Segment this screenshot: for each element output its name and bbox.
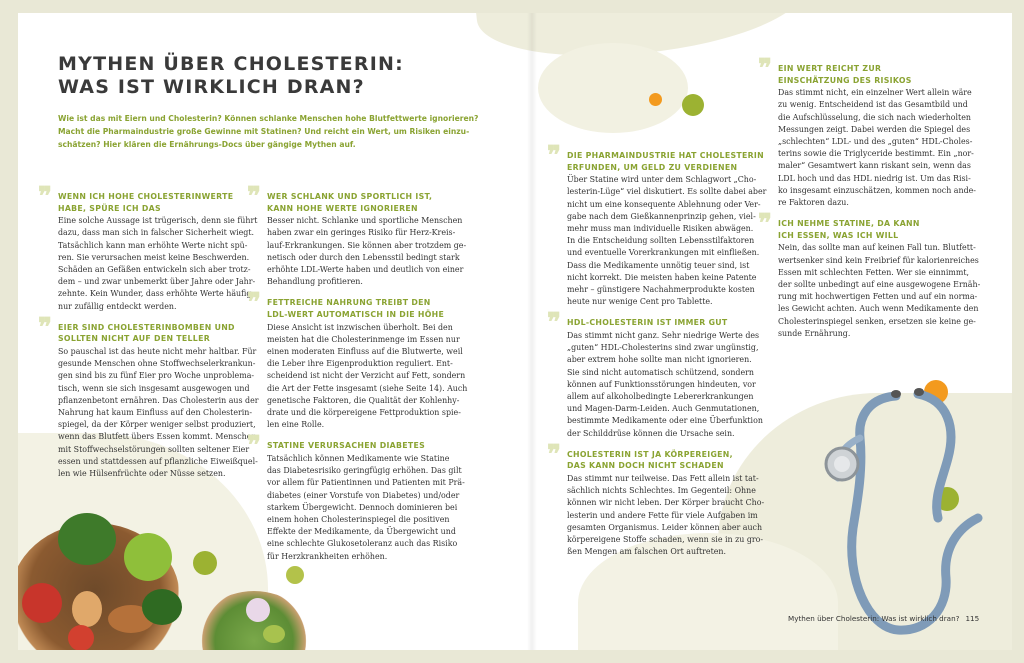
myth-body <box>567 473 767 558</box>
body-line: Nahrung hat kaum Einfluss auf den Cholesterin- <box>58 408 253 418</box>
body-line: die Leber ihre Eigenproduktion reguliert. Ent- <box>267 359 453 369</box>
myth-body <box>267 453 467 563</box>
quote-mark-icon: ❞ <box>38 312 52 343</box>
stethoscope-image <box>798 378 1012 648</box>
body-line: Eine solche Aussage ist trügerisch, denn sie führt <box>58 216 258 226</box>
body-line: Cholesterinspiegel senken, ersetzen sie keine ge- <box>778 316 976 326</box>
heading-line: ICH NEHME STATINE, DA KANN <box>778 219 920 229</box>
page-number: 115 <box>965 614 980 623</box>
heading-line: EIN WERT REICHT ZUR <box>778 64 882 73</box>
heading-line: FETTREICHE NAHRUNG TREIBT DEN <box>267 298 431 308</box>
body-line: sunde Ernährung. <box>778 328 851 338</box>
quote-mark-icon: ❞ <box>547 308 561 339</box>
myth-heading <box>58 191 258 214</box>
myth-section <box>38 312 259 480</box>
heading-line: DAS KANN DOCH NICHT SCHADEN <box>567 461 724 471</box>
myth-section <box>758 209 981 340</box>
broccoli-image <box>58 513 116 565</box>
body-line: zu wenig. Entscheidend ist das Gesamtbild und <box>778 100 968 110</box>
body-line: terins sowie die Triglyceride bestimmt. Ein „nor- <box>778 149 974 159</box>
body-line: gabe nach dem Gießkannenprinzip gehen, viel- <box>567 211 756 221</box>
body-line: die Art der Fette insgesamt (siehe Seite 14). Auch <box>267 383 468 393</box>
body-line: rung mit hochwertigen Fetten und auf ein norma- <box>778 292 978 302</box>
heading-line: HDL-CHOLESTERIN IST IMMER GUT <box>567 318 728 328</box>
decor-dot-orange <box>649 93 662 106</box>
body-line: Das stimmt nicht ganz. Sehr niedrige Werte des <box>567 331 760 341</box>
body-line: können auf Funktionsstörungen hindeuten, vor <box>567 379 756 389</box>
body-line: heute nur wenige Cent pro Tablette. <box>567 297 713 307</box>
body-line: die Aufschlüsselung, die sich nach wiederholten <box>778 112 971 122</box>
egg-image <box>72 591 102 627</box>
myth-heading <box>778 218 978 241</box>
body-line: Besser nicht. Schlanke und sportliche Menschen <box>267 216 463 226</box>
body-line: Sie sind nicht automatisch schützend, sondern <box>567 367 754 377</box>
myth-section <box>547 141 767 308</box>
myth-heading <box>567 150 767 173</box>
body-line: Dass die Medikamente unnötig teuer sind, ist <box>567 260 750 270</box>
myth-section <box>38 182 258 313</box>
column-2 <box>247 182 468 572</box>
body-line: Tatsächlich kann man erhöhte Werte nicht spü- <box>58 240 248 250</box>
myth-body <box>267 322 467 432</box>
myth-section <box>758 54 978 209</box>
apple-image <box>124 533 172 581</box>
quote-mark-icon: ❞ <box>247 182 261 212</box>
body-line: „guten“ HDL-Cholesterins sind zwar ungünstig, <box>567 343 759 353</box>
myth-heading <box>58 322 258 345</box>
quote-mark-icon: ❞ <box>547 141 561 171</box>
body-line: nur zufällig entdeckt werden. <box>58 301 177 311</box>
body-line: mit Stoffwechselstörungen sollten seltener Eier <box>58 444 250 454</box>
body-line: Effekte der Medikamente, da Übergewicht und <box>267 527 456 537</box>
body-line: diabetes (einer Vorstufe von Diabetes) und/oder <box>267 490 460 500</box>
myth-section <box>547 439 767 559</box>
body-line: können wir nicht leben. Der Körper braucht Cho- <box>567 498 765 508</box>
body-line: re Faktoren dazu. <box>778 198 849 208</box>
myth-body <box>267 215 467 288</box>
body-line: gesamten Organismus. Leider können aber auch <box>567 522 763 532</box>
body-line: lauf-Erkrankungen. Sie können aber trotzdem ge- <box>267 240 467 250</box>
body-line: einen moderaten Einfluss auf die Blutwerte, weil <box>267 347 463 356</box>
body-line: bestimmte Medikamente oder eine Überfunktion <box>567 416 763 426</box>
body-line: ßen Mengen am falschen Ort auftreten. <box>567 547 726 557</box>
myth-body <box>778 87 978 209</box>
body-line: aber extrem hohe sollte man nicht ignorieren. <box>567 355 752 365</box>
footer-running-title: Mythen über Cholesterin: Was ist wirklich dran? <box>788 614 960 623</box>
body-line: genetische Faktoren, die Qualität der Kohlenhy- <box>267 395 460 405</box>
body-line: das Diabetesrisiko geringfügig erhöhen. Das gilt <box>267 466 462 476</box>
page-spine <box>527 13 537 650</box>
column-1 <box>38 182 259 489</box>
body-line: ren. Sie verursachen meist keine Beschwerden. <box>58 252 250 262</box>
body-line: scheidend ist nicht der Verzicht auf Fett, sondern <box>267 371 466 381</box>
body-line: körpereigene Stoffe schaden, wenn sie in zu gro- <box>567 535 764 545</box>
body-line: haben zwar ein geringes Risiko für Herz-Kreis- <box>267 228 456 238</box>
body-line: netisch oder durch den Lebensstil bedingt stark <box>267 252 460 262</box>
column-3 <box>547 141 767 567</box>
heading-line: ICH ESSEN, WAS ICH WILL <box>778 230 899 240</box>
body-line: wertsenker sind kein Freibrief für kalorienreiches <box>778 255 979 265</box>
myth-heading <box>267 297 467 320</box>
body-line: „schlechten“ LDL- und des „guten“ HDL-Choles- <box>778 137 973 146</box>
heading-line: EINSCHÄTZUNG DES RISIKOS <box>778 75 912 85</box>
body-line: spiegel, da der Körper weniger selbst produziert, <box>58 420 256 430</box>
decor-dot-olive <box>682 94 704 116</box>
body-line: gesunde Menschen ohne Stoffwechselerkrankun- <box>58 359 256 369</box>
body-line: allem auf alkoholbedingte Lebererkrankungen <box>567 392 754 402</box>
body-line: Messungen zeigt. Dabei werden die Spiegel des <box>778 124 971 134</box>
column-4 <box>758 54 981 349</box>
myth-heading <box>567 317 767 329</box>
body-line: starkem Übergewicht. Dennoch dominieren bei <box>267 502 458 512</box>
body-line: zehnte. Kein Wunder, dass erhöhte Werte häufig <box>58 289 252 299</box>
body-line: vor allem für Patientinnen und Patienten mit Prä- <box>267 478 465 488</box>
heading-line: CHOLESTERIN IST JA KÖRPEREIGEN, <box>567 449 733 459</box>
body-line: les Gewicht achten. Auch wenn Medikamente den <box>778 304 979 314</box>
body-line: lesterin-Lüge“ viel diskutiert. Es sollte dabei aber <box>567 187 767 197</box>
body-line: nicht um eine konsequente Ablehnung oder Ver- <box>567 199 761 209</box>
heading-line: ERFUNDEN, UM GELD ZU VERDIENEN <box>567 162 738 172</box>
quote-mark-icon: ❞ <box>247 431 261 462</box>
body-line: mehr – günstigere Nachahmerprodukte kosten <box>567 285 755 295</box>
myth-section <box>247 182 467 288</box>
myth-body <box>567 174 767 308</box>
heading-line: STATINE VERURSACHEN DIABETES <box>267 441 426 451</box>
body-line: ko insgesamt einzuschätzen, kommen noch ande- <box>778 185 976 195</box>
myth-section <box>247 288 468 431</box>
body-line: Das stimmt nur teilweise. Das Fett allein ist tat- <box>567 474 759 484</box>
myth-heading <box>567 449 767 472</box>
page-title: MYTHEN ÜBER CHOLESTERIN: WAS IST WIRKLICH DRAN? <box>58 53 404 98</box>
body-line: len eine Rolle. <box>267 420 325 430</box>
body-line: eine schlechte Glukosetoleranz auch das Risiko <box>267 539 458 549</box>
body-line: mehr muss man individuelle Risiken abwägen. <box>567 224 754 233</box>
myth-body <box>58 215 258 313</box>
body-line: Nein, das sollte man auf keinen Fall tun. Blutfett- <box>778 243 976 253</box>
decor-blob <box>538 43 688 133</box>
body-line: der sollte unbedingt auf eine ausgewogene Ernäh- <box>778 280 981 290</box>
myth-body <box>567 330 767 440</box>
broccoli-image <box>142 589 182 625</box>
radish-image <box>246 598 270 622</box>
body-line: und eventuelle Vorerkrankungen mit einfließen. <box>567 248 760 258</box>
tomato-image <box>22 583 62 623</box>
myth-heading <box>267 440 467 452</box>
decor-dot-olive <box>193 551 217 575</box>
body-line: Tatsächlich können Medikamente wie Statine <box>267 454 450 464</box>
body-line: nicht korrekt. Die meisten haben keine Patente <box>567 272 757 282</box>
myth-section <box>247 431 467 562</box>
myth-body <box>778 242 981 340</box>
body-line: meisten hat die Cholesterinmenge im Essen nur <box>267 334 460 344</box>
body-line: Schäden an Gefäßen entwickeln sich aber trotz- <box>58 265 251 274</box>
body-line: Über Statine wird unter dem Schlagwort „Cho- <box>567 175 757 185</box>
body-line: für Herzkrankheiten erhöhen. <box>267 551 388 561</box>
heading-line: WENN ICH HOHE CHOLESTERINWERTE <box>58 192 234 201</box>
quote-mark-icon: ❞ <box>247 288 261 319</box>
magazine-spread <box>18 13 1012 650</box>
myth-heading <box>778 63 978 86</box>
body-line: lesterin und andere Fette für viele Aufgaben im <box>567 510 758 520</box>
quote-mark-icon: ❞ <box>547 439 561 470</box>
body-line: pflanzenbetont ernähren. Das Cholesterin aus der <box>58 395 259 405</box>
body-line: maler“ Gesamtwert kann riskant sein, wenn das <box>778 161 971 171</box>
body-line: In die Entscheidung sollten Lebensstilfaktoren <box>567 236 755 246</box>
heading-line: WER SCHLANK UND SPORTLICH IST, <box>267 192 433 201</box>
myth-body <box>58 346 258 480</box>
tomato-image <box>68 625 94 650</box>
body-line: tisch, wenn sie sich insgesamt ausgewogen und <box>58 383 250 393</box>
body-line: wenn das Blutfett übers Essen kommt. Menschen <box>58 432 257 442</box>
body-line: So pauschal ist das heute nicht mehr haltbar. Für <box>58 347 257 356</box>
myth-section <box>547 308 767 439</box>
heading-line: KANN HOHE WERTE IGNORIEREN <box>267 203 418 213</box>
body-line: Diese Ansicht ist inzwischen überholt. Bei den <box>267 322 453 332</box>
body-line: einem hohen Cholesterinspiegel die positiven <box>267 515 450 525</box>
heading-line: EIER SIND CHOLESTERINBOMBEN UND <box>58 322 235 332</box>
body-line: der Schilddrüse können die Ursache sein. <box>567 428 735 438</box>
body-line: dem – und zwar unbemerkt über Jahre oder Jahr- <box>58 277 256 287</box>
intro-text: Wie ist das mit Eiern und Cholesterin? Können schlanke Menschen hohe Blutfettwerte ignorieren? Macht die Pharmaindustrie große Gewinne mit Statinen? Und reicht ein Wert, um Risiken einzu- schätzen? Hier klären die Ernährungs-Docs über gängige Mythen auf. <box>58 114 479 149</box>
quote-mark-icon: ❞ <box>38 182 52 212</box>
heading-line: SOLLTEN NICHT AUF DEN TELLER <box>58 334 210 344</box>
quote-mark-icon: ❞ <box>758 209 772 240</box>
heading-line: LDL-WERT AUTOMATISCH IN DIE HÖHE <box>267 310 445 319</box>
body-line: LDL hoch und das HDL niedrig ist. Um das Risi- <box>778 173 971 183</box>
okra-image <box>263 625 285 643</box>
page-footer <box>788 614 979 623</box>
body-line: dazu, dass man sich in falscher Sicherheit wiegt. <box>58 228 254 238</box>
body-line: Essen mit schlechten Fetten. Wer sie einnimmt, <box>778 267 969 277</box>
heading-line: HABE, SPÜRE ICH DAS <box>58 203 161 213</box>
body-line: len wie Hülsenfrüchte oder Nüsse setzen. <box>58 469 226 479</box>
body-line: sächlich nichts Schlechtes. Im Gegenteil: Ohne <box>567 486 756 496</box>
body-line: und Magen-Darm-Leiden. Auch Genmutationen, <box>567 404 760 414</box>
quote-mark-icon: ❞ <box>758 54 772 84</box>
heading-line: DIE PHARMAINDUSTRIE HAT CHOLESTERIN <box>567 151 764 160</box>
body-line: gen sind bis zu fünf Eier pro Woche unproblema- <box>58 371 255 381</box>
body-line: Behandlung profitieren. <box>267 277 363 287</box>
body-line: essen und stattdessen auf pflanzliche Eiweißquel- <box>58 456 258 466</box>
body-line: erhöhte LDL-Werte haben und deutlich von einer <box>267 265 464 274</box>
myth-heading <box>267 191 467 214</box>
body-line: Das stimmt nicht, ein einzelner Wert allein wäre <box>778 88 972 98</box>
body-line: drate und die körpereigene Fettproduktion spie- <box>267 408 461 418</box>
